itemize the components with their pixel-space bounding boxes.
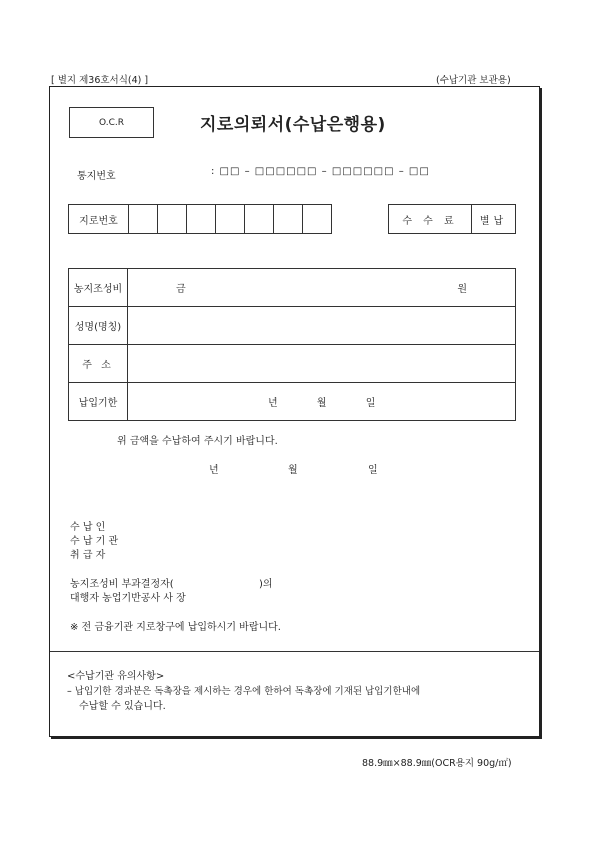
- payment-table: [68, 268, 516, 421]
- imposer-line-b: )의: [259, 579, 273, 590]
- amount-field[interactable]: [128, 269, 516, 307]
- receiving-agency-label: 수 납 기 관: [70, 536, 119, 547]
- row-label: 납입기한: [69, 383, 128, 421]
- fee-box: [388, 204, 516, 234]
- row-label: 성명(명칭): [69, 307, 128, 345]
- due-day: 일: [365, 398, 376, 409]
- ocr-label: O.C.R: [99, 117, 124, 128]
- giro-digit-cell[interactable]: [157, 205, 186, 233]
- row-label: 주 소: [69, 345, 128, 383]
- notes-line-1: – 납입기한 경과분은 독촉장을 제시하는 경우에 한하여 독촉장에 기재된 납입기한내에: [67, 686, 421, 697]
- notice-number-value: : □□ – □□□□□□ – □□□□□□ – □□: [211, 166, 430, 177]
- copy-type: (수납기관 보관용): [436, 75, 511, 86]
- notice-number-label: 통지번호: [77, 171, 116, 182]
- notes-title: <수납기관 유의사항>: [67, 671, 165, 682]
- giro-digit-cell[interactable]: [186, 205, 215, 233]
- table-row: [69, 345, 516, 383]
- date-year: 년: [209, 465, 219, 476]
- receiver-label: 수 납 인: [70, 522, 106, 533]
- giro-number-label: 지로번호: [79, 215, 118, 227]
- amount-unit: 원: [457, 284, 467, 295]
- date-day: 일: [368, 465, 378, 476]
- agent-line: 대행자 농업기반공사 사 장: [70, 593, 186, 604]
- address-field[interactable]: [128, 345, 516, 383]
- ocr-box: [69, 107, 154, 138]
- giro-digit-cell[interactable]: [128, 205, 157, 233]
- form-number: [ 별지 제36호서식(4) ]: [51, 75, 149, 86]
- giro-digit-cell[interactable]: [244, 205, 273, 233]
- table-row: [69, 307, 516, 345]
- due-date-field[interactable]: [128, 383, 516, 421]
- fee-label: 수 수 료: [389, 205, 472, 233]
- footnote: ※ 전 금융기관 지로창구에 납입하시기 바랍니다.: [70, 622, 281, 633]
- giro-digit-cell[interactable]: [273, 205, 302, 233]
- handler-label: 취 급 자: [70, 550, 106, 561]
- giro-number-box: [68, 204, 332, 234]
- request-text: 위 금액을 수납하여 주시기 바랍니다.: [117, 436, 278, 447]
- due-year: 년: [268, 398, 278, 409]
- giro-digit-cell[interactable]: [215, 205, 244, 233]
- due-month: 월: [316, 398, 327, 409]
- form-title: 지로의뢰서(수납은행용): [200, 115, 386, 135]
- giro-digit-cell[interactable]: [302, 205, 331, 233]
- table-row: [69, 383, 516, 421]
- fee-value: 별납: [479, 215, 508, 227]
- notes-line-2: 수납할 수 있습니다.: [79, 701, 166, 712]
- notes-divider: [50, 651, 539, 652]
- table-row: [69, 269, 516, 307]
- date-month: 월: [288, 465, 298, 476]
- row-label: 농지조성비: [69, 269, 128, 307]
- amount-prefix: 금: [176, 284, 186, 295]
- paper-spec: 88.9㎜×88.9㎜(OCR용지 90g/㎡): [362, 758, 512, 769]
- imposer-line-a: 농지조성비 부과결정자(: [70, 579, 174, 590]
- name-field[interactable]: [128, 307, 516, 345]
